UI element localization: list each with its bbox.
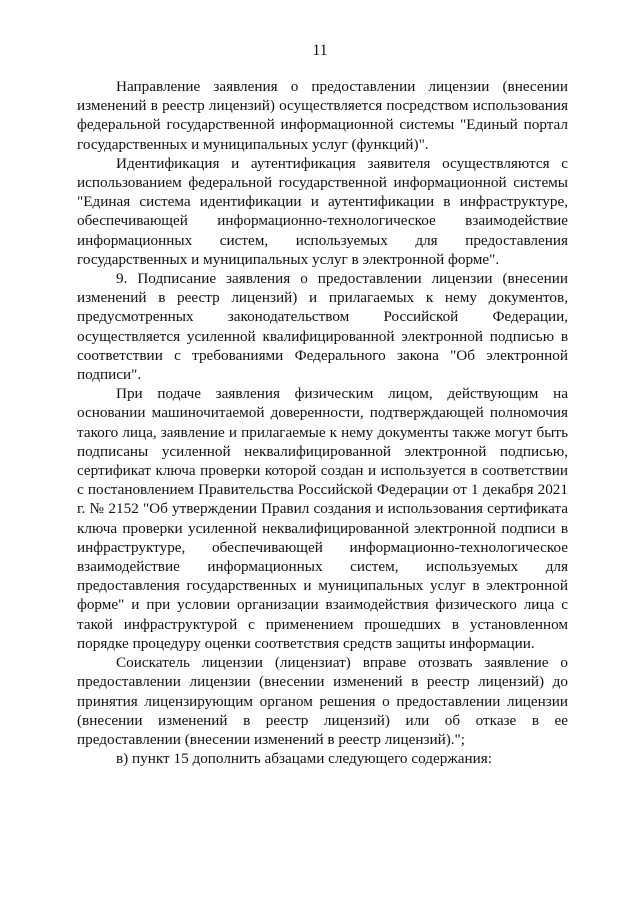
paragraph-portal-submission: Направление заявления о предоставлении лицензии (внесении изменений в реестр лицензий) осуществляется посредством использования федеральной государственной информационной системы "Единый портал государственных и муниципальных услуг (функций)".	[77, 78, 568, 153]
paragraph-power-of-attorney: При подаче заявления физическим лицом, действующим на основании машиночитаемой доверенности, подтверждающей полномочия такого лица, заявление и прилагаемые к нему документы также могут быть подписаны усиленной неквалифицированной электронной подписью, сертификат ключа проверки которой создан и используется в соответствии с постановлением Правительства Российской Федерации от 1 декабря 2021 г. № 2152 "Об утверждении Правил создания и использования сертификата ключа проверки усиленной неквалифицированной электронной подписи в инфраструктуре, обеспечивающей информационно-технологическое взаимодействие информационных систем, используемых для предоставления государственных и муниципальных услуг в электронной форме" и при условии организации взаимодействия физического лица с такой инфраструктурой с применением прошедших в установленном порядке процедуру оценки соответствия средств защиты информации.	[77, 385, 568, 652]
paragraph-application-withdrawal: Соискатель лицензии (лицензиат) вправе отозвать заявление о предоставлении лицензии (внесении изменений в реестр лицензий) до принятия лицензирующим органом решения о предоставлении лицензии (внесении изменений в реестр лицензий) или об отказе в ее предоставлении (внесении изменений в реестр лицензий).";	[77, 654, 568, 748]
document-body	[77, 77, 568, 768]
paragraph-item-15-amendment: в) пункт 15 дополнить абзацами следующего содержания:	[116, 750, 492, 768]
page-number: 11	[312, 42, 328, 59]
paragraph-item-9-signature: 9. Подписание заявления о предоставлении лицензии (внесении изменений в реестр лицензий) и прилагаемых к нему документов, предусмотренных законодательством Российской Федерации, осуществляется усиленной квалифицированной электронной подписью в соответствии с требованиями Федерального закона "Об электронной подписи".	[77, 270, 568, 384]
paragraph-identification: Идентификация и аутентификация заявителя осуществляются с использованием федеральной государственной информационной системы "Единая система идентификации и аутентификации в инфраструктуре, обеспечивающей информационно-технологическое взаимодействие информационных систем, используемых для предоставления государственных и муниципальных услуг в электронной форме".	[77, 154, 568, 268]
